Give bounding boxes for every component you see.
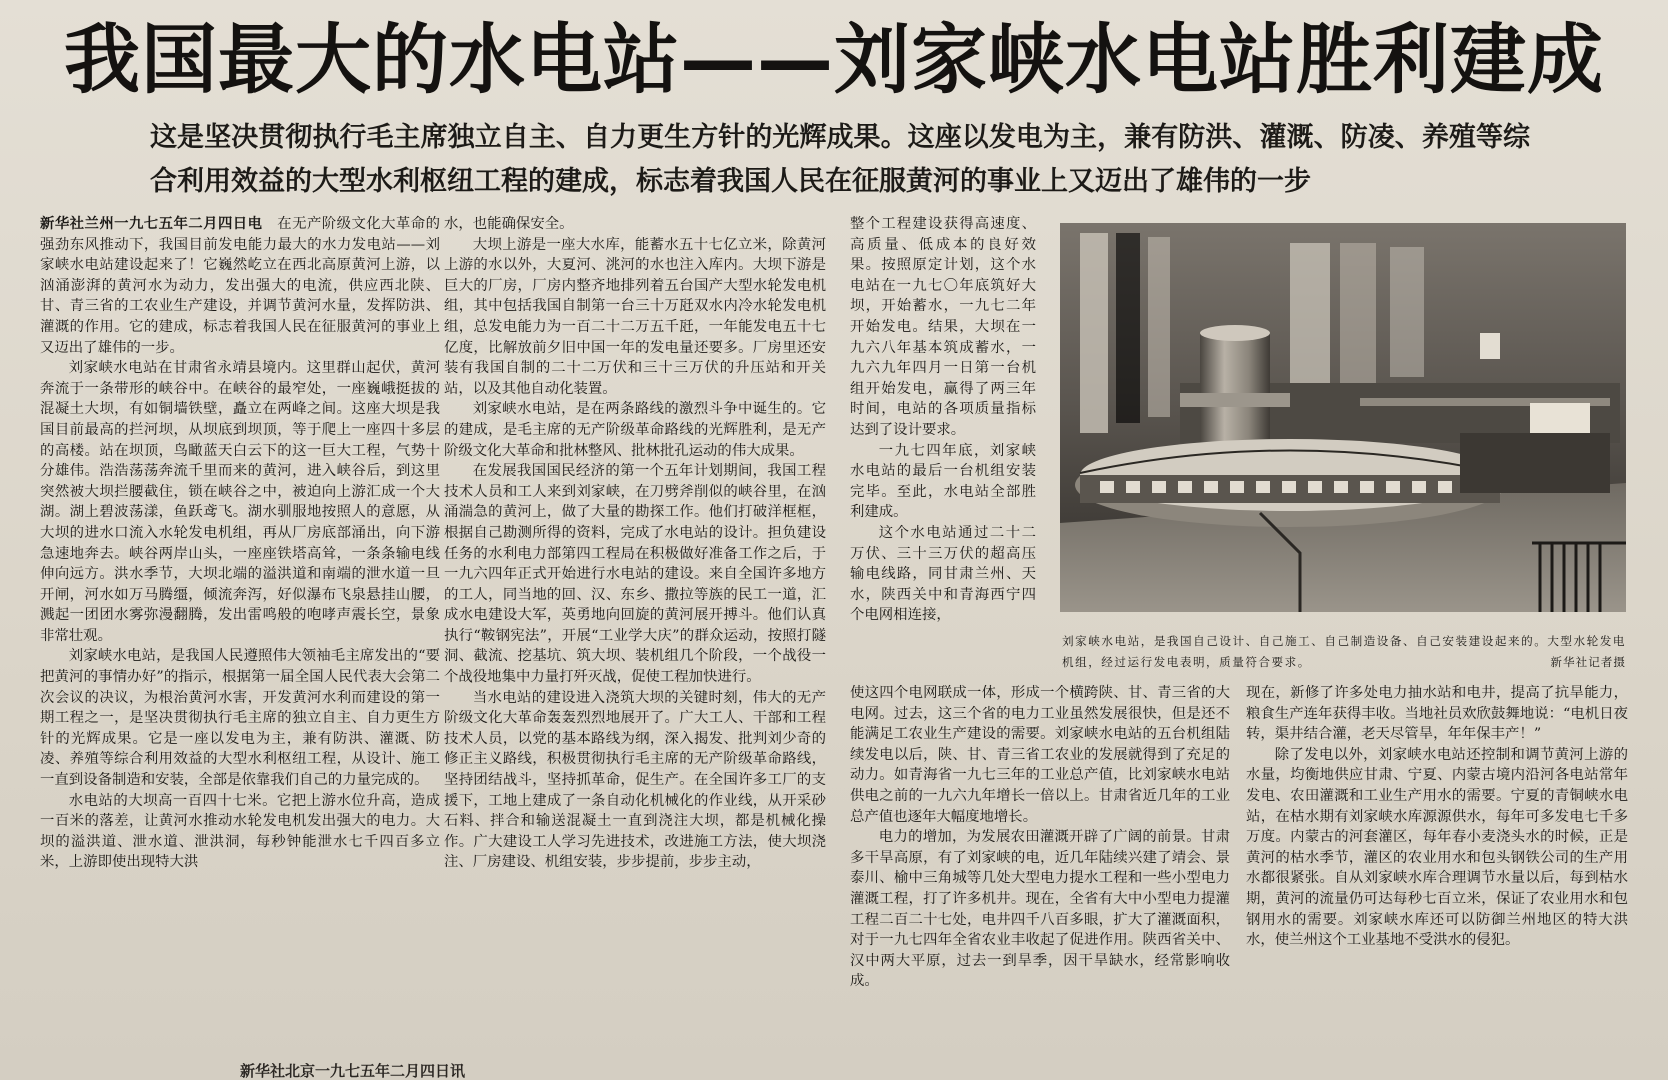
photo-caption	[1062, 631, 1626, 673]
caption-text: 刘家峡水电站，是我国自己设计、自己施工、自己制造设备、自己安装建设起来的。大型水轮发电机组，经过运行发电表明，质量符合要求。	[1062, 634, 1626, 669]
article-column-3	[850, 214, 1036, 636]
article-paragraph: 大坝上游是一座大水库，能蓄水五十七亿立米，除黄河上游的水以外，大夏河、洮河的水也注入库内。大坝下游是巨大的厂房，厂房内整齐地排列着五台国产大型水轮发电机组，其中包括我国自制第一台三十万瓩双水内冷水轮发电机组，总发电能力为一百二十二万五千瓩，一年能发电五十七亿度，比解放前夕旧中国一年的发电量还要多。厂房里还安装有我国自制的二十二万伏和三十三万伏的升压站和开关站，以及其他自动化装置。	[444, 236, 826, 397]
article-paragraph: 整个工程建设获得高速度、高质量、低成本的良好效果。按照原定计划，这个水电站在一九七〇年底筑好大坝，开始蓄水，一九七二年开始发电。结果，大坝在一九六八年基本筑成蓄水，一九六九年四月一日第一台机组开始发电，赢得了两三年时间，电站的各项质量指标达到了设计要求。	[850, 216, 1036, 438]
article-paragraph: 水电站的大坝高一百四十七米。它把上游水位升高，造成一百米的落差，让黄河水推动水轮发电机发出强大的电力。大坝的溢洪道、泄水道、泄洪洞，每秒钟能泄水七千四百多立米，上游即使出现特大洪	[40, 792, 440, 871]
turbine-hall-image	[1060, 223, 1626, 612]
article-paragraph: 这个水电站通过二十二万伏、三十三万伏的超高压输电线路，同甘肃兰州、天水，陕西关中和青海西宁四个电网相连接，	[850, 524, 1036, 624]
article-column-5	[1246, 683, 1628, 1033]
article-column-1	[40, 214, 440, 1056]
article-paragraph: 当水电站的建设进入浇筑大坝的关键时刻，伟大的无产阶级文化大革命轰轰烈烈地展开了。广大工人、干部和工程技术人员，以党的基本路线为纲，深入揭发、批判刘少奇的修正主义路线，积极贯彻执行毛主席的无产阶级革命路线，坚持团结战斗，坚持抓革命，促生产。在全国许多工厂的支援下，工地上建成了一条自动化机械化的作业线，从开采砂石料、拌合和输送混凝土一直到浇注大坝，都是机械化操作。广大建设工人学习先进技术，改进施工方法，使大坝浇注、厂房建设、机组安装，步步提前，步步主动，	[444, 689, 826, 871]
subheadline: 这是坚决贯彻执行毛主席独立自主、自力更生方针的光辉成果。这座以发电为主，兼有防洪、灌溉、防凌、养殖等综合利用效益的大型水利枢纽工程的建成，标志着我国人民在征服黄河的事业上又迈出了雄伟的一步	[150, 122, 1530, 197]
lead-paragraph	[40, 214, 440, 358]
article-paragraph: 电力的增加，为发展农田灌溉开辟了广阔的前景。甘肃多干旱高原，有了刘家峡的电，近几年陆续兴建了靖会、景泰川、榆中三角城等几处大型电力提水工程和一些小型电力灌溉工程，打了许多机井。现在，全省有大中小型电力提灌工程二百二十七处，电井四千八百多眼，扩大了灌溉面积，对于一九七四年全省农业丰收起了促进作用。陕西省关中、汉中两大平原，过去一到旱季，因干旱缺水，经常影响收成。	[850, 829, 1230, 990]
article-paragraph: 刘家峡水电站，是我国人民遵照伟大领袖毛主席发出的“要把黄河的事情办好”的指示，根据第一届全国人民代表大会第二次会议的决议，为根治黄河水害，开发黄河水利而建设的第一期工程之一，是坚决贯彻执行毛主席的独立自主、自力更生方针的光辉成果。它是一座以发电为主，兼有防洪、灌溉、防凌、养殖等综合利用效益的大型水利枢纽工程，从设计、施工一直到设备制造和安装，全部是依靠我们自己的力量完成的。	[40, 648, 440, 789]
photo-credit: 新华社记者摄	[1550, 655, 1626, 669]
article-paragraph: 现在，新修了许多处电力抽水站和电井，提高了抗旱能力，粮食生产连年获得丰收。当地社员欢欣鼓舞地说：“电机日夜转，渠井结合灌，老天尽管旱，年年保丰产！”	[1246, 685, 1628, 743]
byline: 新华社兰州一九七五年二月四日电	[40, 215, 263, 232]
article-paragraph: 刘家峡水电站在甘肃省永靖县境内。这里群山起伏，黄河奔流于一条带形的峡谷中。在峡谷的最窄处，一座巍峨挺拔的混凝土大坝，有如铜墙铁壁，矗立在两峰之间。这座大坝是我国目前最高的拦河坝，从坝底到坝顶，等于爬上一座四十多层的高楼。站在坝顶，鸟瞰蓝天白云下的这一巨大工程，气势十分雄伟。浩浩荡荡奔流千里而来的黄河，进入峡谷后，到这里突然被大坝拦腰截住，锁在峡谷之中，被迫向上游汇成一个大湖。湖上碧波荡漾，鱼跃鸢飞。湖水驯服地按照人的意愿，从大坝的进水口流入水轮发电机组，再从厂房底部涌出，向下游急速地奔去。峡谷两岸山头，一座座铁塔高耸，一条条输电线伸向远方。洪水季节，大坝北端的溢洪道和南端的泄水道一旦开闸，河水如万马腾缰，倾流奔泻，好似瀑布飞泉悬挂山腰，溅起一团团水雾弥漫翻腾，发出雷鸣般的咆哮声震长空，景象非常壮观。	[40, 360, 440, 644]
next-article-dateline: 新华社北京一九七五年二月四日讯	[240, 1062, 466, 1080]
power-station-photo	[1060, 223, 1626, 612]
article-paragraph: 使这四个电网联成一体，形成一个横跨陕、甘、青三省的大电网。过去，这三个省的电力工业虽然发展很快，但是还不能满足工农业生产建设的需要。刘家峡水电站的五台机组陆续发电以后，陕、甘、青三省工农业的发展就得到了充足的动力。如青海省一九七三年的工业总产值，比刘家峡水电站供电之前的一九六九年增长一倍以上。甘肃省近几年的工业总产值也逐年大幅度地增长。	[850, 685, 1230, 825]
article-paragraph: 除了发电以外，刘家峡水电站还控制和调节黄河上游的水量，均衡地供应甘肃、宁夏、内蒙古境内沿河各电站常年发电、农田灌溉和工业生产用水的需要。宁夏的青铜峡水电站，在枯水期有刘家峡水库源源供水，每年可多发电七千多万度。内蒙古的河套灌区，每年春小麦浇头水的时候，正是黄河的枯水季节，灌区的农业用水和包头钢铁公司的生产用水都很紧张。自从刘家峡水库合理调节水量以后，每到枯水期，黄河的流量仍可达每秒七百立米，保证了农业用水和包钢用水的需要。刘家峡水库还可以防御兰州地区的特大洪水，使兰州这个工业基地不受洪水的侵犯。	[1246, 746, 1628, 949]
lead-text: 在无产阶级文化大革命的强劲东风推动下，我国目前发电能力最大的水力发电站——刘家峡水电站建设起来了！它巍然屹立在西北高原黄河上游，以汹涌澎湃的黄河水为动力，发出强大的电流，供应西北陕、甘、青三省的工农业生产建设，并调节黄河水量，发挥防洪、灌溉的作用。它的建成，标志着我国人民在征服黄河的事业上又迈出了雄伟的一步。	[40, 216, 440, 356]
article-column-2	[444, 214, 826, 1056]
article-paragraph: 刘家峡水电站，是在两条路线的激烈斗争中诞生的。它的建成，是毛主席的无产阶级革命路线的光辉胜利，是无产阶级文化大革命和批林整风、批林批孔运动的伟大成果。	[444, 401, 826, 459]
article-paragraph: 一九七四年底，刘家峡水电站的最后一台机组安装完毕。至此，水电站全部胜利建成。	[850, 442, 1036, 521]
article-paragraph: 水，也能确保安全。	[444, 216, 574, 232]
article-column-4	[850, 683, 1230, 1033]
article-paragraph: 在发展我国国民经济的第一个五年计划期间，我国工程技术人员和工人来到刘家峡，在刀劈斧削似的峡谷里，在汹涌湍急的黄河上，做了大量的勘探工作。他们打破洋框框，根据自己勘测所得的资料，完成了水电站的设计。担负建设任务的水利电力部第四工程局在积极做好准备工作之后，于一九六四年正式开始进行水电站的建设。来自全国许多地方的工人，同当地的回、汉、东乡、撒拉等族的民工一道，汇成水电建设大军，英勇地向回旋的黄河展开搏斗。他们认真执行“鞍钢宪法”，开展“工业学大庆”的群众运动，按照打隧洞、截流、挖基坑、筑大坝、装机组几个阶段，一个战役一个战役地集中力量打歼灭战，促使工程加快进行。	[444, 463, 826, 686]
headline: 我国最大的水电站——刘家峡水电站胜利建成	[64, 15, 1604, 104]
